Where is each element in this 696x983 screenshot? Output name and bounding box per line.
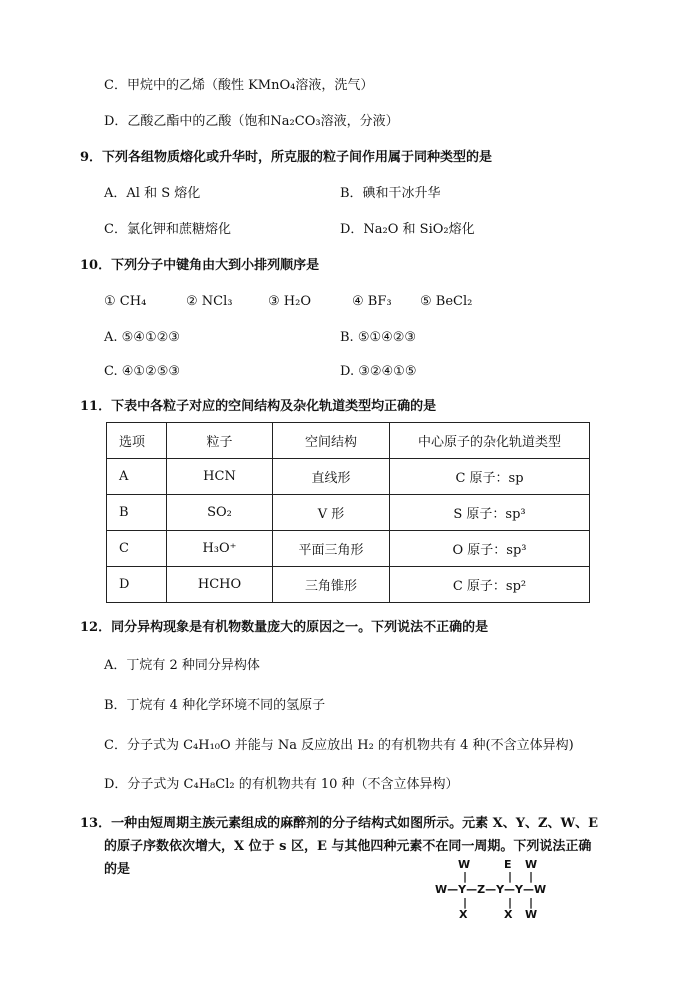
table-row [107, 459, 590, 495]
table-cell: 平面三角形 [273, 531, 390, 567]
q13-stem-line1: 13．一种由短周期主族元素组成的麻醉剂的分子结构式如图所示。元素 X、Y、Z、W、E [80, 816, 598, 831]
structure-chain: W—Y—Z—Y—Y—W [435, 883, 547, 896]
table-header-row [107, 423, 590, 459]
structure-top-atom: E [504, 858, 512, 871]
table-header-cell: 粒子 [167, 423, 273, 459]
structure-bottom-atom: X [459, 908, 468, 921]
q11-table [106, 422, 590, 603]
structure-bond: | [463, 896, 468, 909]
q10-option-d: D. ③②④①⑤ [340, 364, 417, 379]
q10-option-b: B. ⑤①④②③ [340, 330, 417, 345]
q10-stem: 10．下列分子中键角由大到小排列顺序是 [80, 258, 320, 273]
table-cell: C [107, 531, 167, 567]
structure-bottom-atom: W [525, 908, 538, 921]
table-cell: H₃O⁺ [167, 531, 273, 567]
q9-stem: 9．下列各组物质熔化或升华时，所克服的粒子间作用属于同种类型的是 [80, 150, 493, 165]
q10-option-c: C. ④①②⑤③ [104, 364, 181, 379]
table-row [107, 495, 590, 531]
q9-option-a: A．Al 和 S 熔化 [104, 186, 201, 201]
structure-bond: | [463, 870, 468, 883]
q10-option-a: A. ⑤④①②③ [104, 330, 180, 345]
structure-bond: | [529, 896, 534, 909]
structure-bond: | [508, 870, 513, 883]
table-cell: C 原子：sp² [390, 567, 590, 603]
table-row [107, 567, 590, 603]
structure-bond: | [529, 870, 534, 883]
table-cell: V 形 [273, 495, 390, 531]
q10-item: ⑤ BeCl₂ [420, 294, 473, 309]
table-header-cell: 选项 [107, 423, 167, 459]
table-header-cell: 中心原子的杂化轨道类型 [390, 423, 590, 459]
q12-option-d: D．分子式为 C₄H₈Cl₂ 的有机物共有 10 种（不含立体异构） [104, 777, 459, 792]
table-cell: S 原子：sp³ [390, 495, 590, 531]
table-cell: D [107, 567, 167, 603]
table-cell: O 原子：sp³ [390, 531, 590, 567]
q12-option-b: B．丁烷有 4 种化学环境不同的氢原子 [104, 698, 326, 713]
q12-option-a: A．丁烷有 2 种同分异构体 [104, 658, 260, 673]
q11-stem: 11．下表中各粒子对应的空间结构及杂化轨道类型均正确的是 [80, 399, 437, 414]
structure-bottom-atom: X [504, 908, 513, 921]
q10-item: ① CH₄ [104, 294, 147, 309]
table-cell: B [107, 495, 167, 531]
table-row [107, 531, 590, 567]
q13-stem-line2: 的原子序数依次增大，X 位于 s 区，E 与其他四种元素不在同一周期。下列说法正确 [104, 839, 592, 854]
q9-option-b: B．碘和干冰升华 [340, 186, 441, 201]
q9-option-d: D．Na₂O 和 SiO₂熔化 [340, 222, 475, 237]
q10-item: ③ H₂O [268, 294, 311, 309]
table-cell: SO₂ [167, 495, 273, 531]
structure-top-atom: W [458, 858, 471, 871]
q12-option-c: C．分子式为 C₄H₁₀O 并能与 Na 反应放出 H₂ 的有机物共有 4 种(不含立体异构) [104, 738, 574, 753]
q8-option-c: C．甲烷中的乙烯（酸性 KMnO₄溶液，洗气） [104, 78, 374, 93]
table-cell: HCN [167, 459, 273, 495]
molecular-structure [430, 858, 570, 922]
q13-stem-line3: 的是 [104, 862, 131, 877]
q10-item: ④ BF₃ [352, 294, 392, 309]
q10-item: ② NCl₃ [186, 294, 233, 309]
table-cell: A [107, 459, 167, 495]
q9-option-c: C．氯化钾和蔗糖熔化 [104, 222, 231, 237]
q8-option-d: D．乙酸乙酯中的乙酸（饱和Na₂CO₃溶液，分液） [104, 114, 399, 129]
structure-bond: | [508, 896, 513, 909]
structure-top-atom: W [525, 858, 538, 871]
q12-stem: 12．同分异构现象是有机物数量庞大的原因之一。下列说法不正确的是 [80, 620, 489, 635]
table-cell: HCHO [167, 567, 273, 603]
table-cell: C 原子：sp [390, 459, 590, 495]
table-header-cell: 空间结构 [273, 423, 390, 459]
table-cell: 三角锥形 [273, 567, 390, 603]
table-cell: 直线形 [273, 459, 390, 495]
